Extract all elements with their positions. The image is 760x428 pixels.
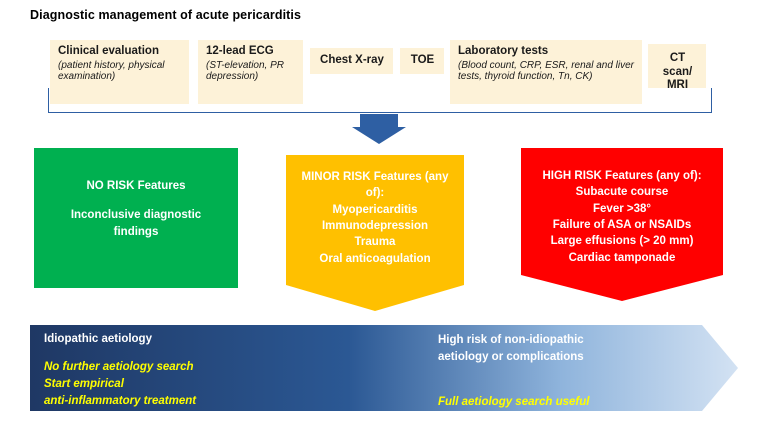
grouping-bracket: [48, 88, 712, 113]
risk-column-body: [34, 148, 238, 288]
diagnostic-box-subtitle: (patient history, physical examination): [58, 59, 165, 83]
diagnostic-box-ct-mri: [648, 44, 706, 92]
diagnostic-box-title: 12-lead ECG: [206, 45, 274, 57]
risk-line: Inconclusive diagnostic: [70, 209, 202, 222]
risk-column-point: [521, 275, 723, 301]
risk-line: Immunodepression: [321, 219, 429, 232]
diagnostic-box-title: Laboratory tests: [458, 45, 549, 57]
risk-line: MINOR RISK Features (any: [301, 171, 449, 183]
risk-line: HIGH RISK Features (any of):: [542, 170, 702, 182]
down-arrow-icon: [352, 114, 406, 144]
risk-line: Myopericarditis: [332, 203, 418, 216]
banner-right-italic: Full aetiology search useful: [438, 396, 590, 408]
diagnostic-box-chest-xray: [310, 48, 393, 74]
risk-line-spacer: [40, 194, 232, 207]
risk-line: NO RISK Features: [86, 180, 186, 192]
diagnostic-box-subtitle: (ST-elevation, PR depression): [206, 59, 284, 83]
risk-column-body: [286, 155, 464, 285]
risk-line: Failure of ASA or NSAIDs: [552, 218, 692, 231]
banner-right-heading-line-1: High risk of non-idiopathic: [438, 334, 584, 346]
aetiology-banner: [30, 325, 738, 411]
diagnostic-box-toe: [400, 48, 444, 74]
risk-column-high-risk: [521, 148, 723, 301]
diagnostic-box-title: TOE: [410, 54, 435, 66]
banner-labels: [30, 325, 738, 411]
risk-line: Trauma: [354, 236, 396, 249]
risk-column-point: [286, 285, 464, 311]
risk-line: Oral anticoagulation: [319, 252, 431, 265]
risk-line: findings: [113, 225, 159, 238]
banner-left-line: No further aetiology search: [44, 361, 194, 373]
risk-line: Large effusions (> 20 mm): [550, 235, 694, 248]
banner-left-heading: Idiopathic aetiology: [44, 333, 152, 345]
risk-line: of):: [365, 187, 385, 200]
banner-left-line: anti-inflammatory treatment: [44, 395, 197, 407]
diagnostic-box-title: Chest X-ray: [320, 54, 384, 66]
banner-right-heading-line-2: aetiology or complications: [438, 351, 584, 363]
risk-line: Subacute course: [575, 186, 669, 199]
risk-column-body: [521, 148, 723, 275]
diagnostic-box-subtitle: (Blood count, CRP, ESR, renal and liver tests, thyroid function, Tn, CK): [458, 59, 635, 83]
risk-line: Fever >38°: [593, 202, 651, 215]
risk-column-no-risk: [34, 148, 238, 288]
diagnostic-box-title: Clinical evaluation: [58, 45, 159, 57]
diagnostic-box-title: CT scan/ MRI: [662, 52, 693, 92]
risk-column-minor-risk: [286, 155, 464, 311]
banner-left-line: Start empirical: [44, 378, 124, 390]
risk-line: Cardiac tamponade: [568, 251, 676, 264]
page-title: Diagnostic management of acute pericarditis: [30, 8, 302, 22]
